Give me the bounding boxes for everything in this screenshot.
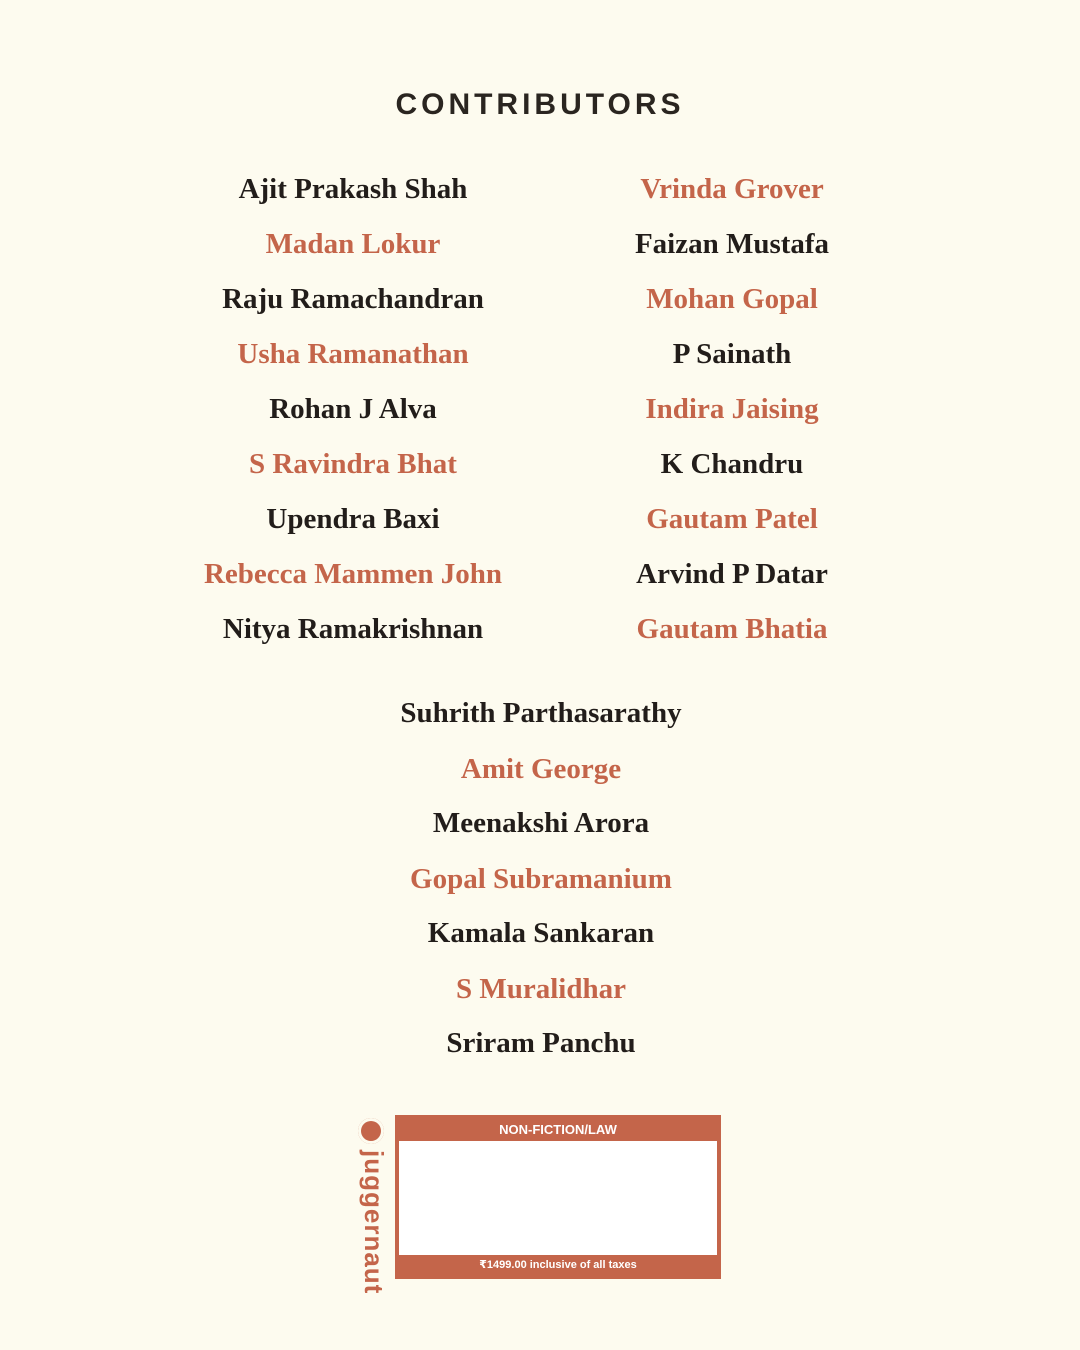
contributor-name: P Sainath <box>672 338 792 370</box>
contributor-name: K Chandru <box>660 448 804 480</box>
contributor-name: Ajit Prakash Shah <box>238 173 468 205</box>
contributor-name: Nitya Ramakrishnan <box>222 613 484 645</box>
price-label: ₹1499.00 inclusive of all taxes <box>399 1255 717 1275</box>
contributor-name: Faizan Mustafa <box>634 228 830 260</box>
contributor-name: Vrinda Grover <box>640 173 824 205</box>
contributor-name: Indira Jaising <box>645 393 819 425</box>
contributor-name: Raju Ramachandran <box>222 283 484 315</box>
contributor-name: Mohan Gopal <box>646 283 818 315</box>
contributor-name: S Muralidhar <box>456 973 626 1005</box>
contributor-name: Rohan J Alva <box>269 393 437 425</box>
barcode-label <box>395 1115 721 1279</box>
contributor-name: Usha Ramanathan <box>237 338 469 370</box>
publisher-name: juggernaut <box>359 1150 389 1295</box>
contributor-name: Madan Lokur <box>265 228 441 260</box>
contributor-name: Rebecca Mammen John <box>203 558 502 590</box>
contributor-name: Kamala Sankaran <box>427 917 655 949</box>
contributor-name: Amit George <box>460 753 622 785</box>
contributor-name: Gautam Patel <box>646 503 818 535</box>
contributor-name: Sriram Panchu <box>446 1027 636 1059</box>
category-label: NON-FICTION/LAW <box>399 1119 717 1141</box>
contributor-name: Arvind P Datar <box>636 558 828 590</box>
contributor-name: Upendra Baxi <box>266 503 440 535</box>
contributor-name: Gautam Bhatia <box>636 613 828 645</box>
contributor-name: Gopal Subramanium <box>410 863 672 895</box>
contributor-name: Meenakshi Arora <box>432 807 650 839</box>
page-title: CONTRIBUTORS <box>395 88 685 121</box>
contributor-name: S Ravindra Bhat <box>249 448 457 480</box>
contributor-name: Suhrith Parthasarathy <box>400 697 682 729</box>
flower-icon <box>358 1118 384 1144</box>
